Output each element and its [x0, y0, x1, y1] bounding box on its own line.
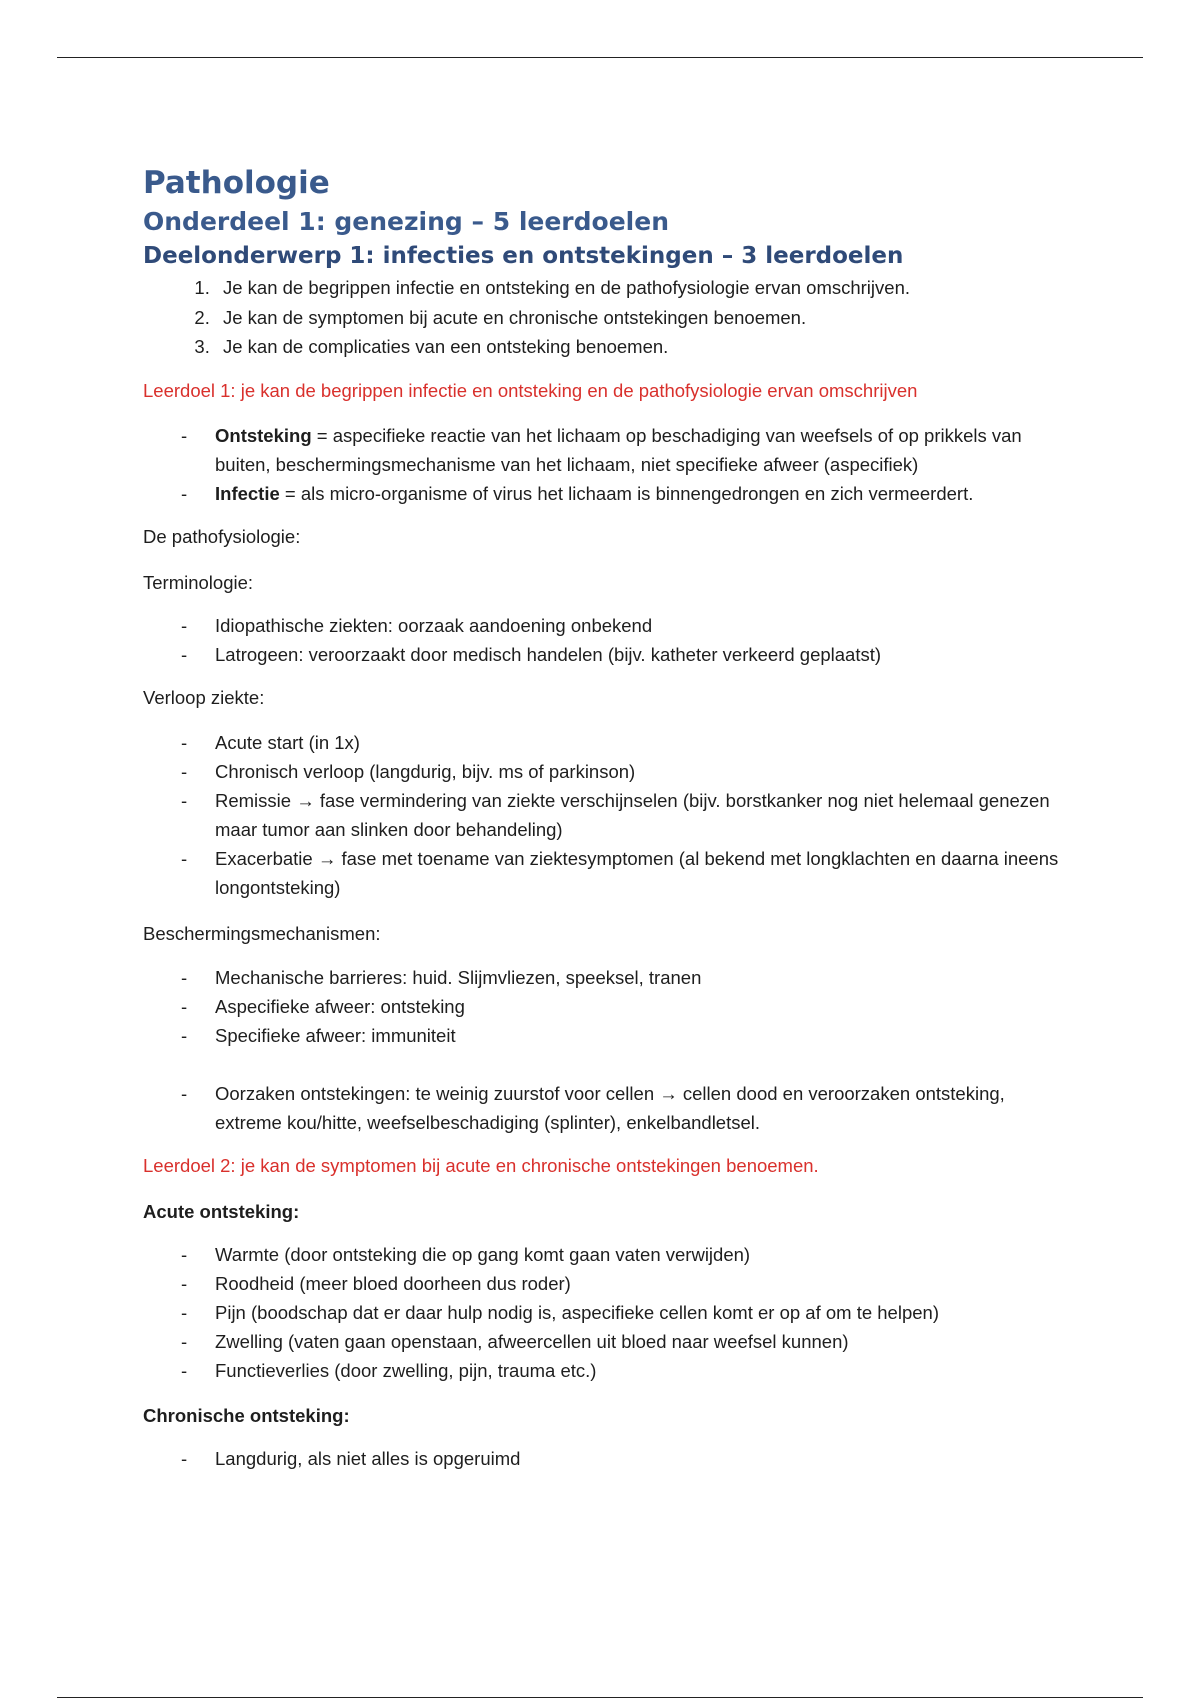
acute-list — [143, 1240, 1063, 1385]
chronisch-list — [143, 1444, 1063, 1473]
page-title: Pathologie — [143, 165, 330, 201]
list-item: - Idiopathische ziekten: oorzaak aandoening onbekend — [143, 611, 1063, 640]
term: Ontsteking — [215, 424, 312, 446]
subsection-heading: Deelonderwerp 1: infecties en ontstekingen – 3 leerdoelen — [143, 243, 904, 269]
verloop-list — [143, 728, 1063, 902]
definition: = als micro-organisme of virus het lichaam is binnengedrongen en zich vermeerdert. — [279, 482, 974, 504]
list-item: - Mechanische barrieres: huid. Slijmvliezen, speeksel, tranen — [143, 963, 1063, 992]
header-rule — [57, 57, 1143, 58]
section-heading: Onderdeel 1: genezing – 5 leerdoelen — [143, 207, 669, 236]
document-body — [143, 163, 1063, 1473]
footer-rule — [57, 1697, 1143, 1698]
bescherming-list — [143, 963, 1063, 1050]
acute-label: Acute ontsteking: — [143, 1200, 300, 1222]
list-item: - Specifieke afweer: immuniteit — [143, 1021, 1063, 1050]
list-item — [143, 421, 1063, 479]
list-item: - Warmte (door ontsteking die op gang komt gaan vaten verwijden) — [143, 1240, 1063, 1269]
definition: = aspecifieke reactie van het lichaam op beschadiging van weefsels of op prikkels van buiten, beschermingsmechanisme van het lichaam, niet specifieke afweer (aspecifiek) — [215, 424, 1022, 475]
list-item: - Functieverlies (door zwelling, pijn, trauma etc.) — [143, 1356, 1063, 1385]
list-item: - Langdurig, als niet alles is opgeruimd — [143, 1444, 1063, 1473]
bescherming-label: Beschermingsmechanismen: — [143, 922, 381, 944]
list-item — [143, 479, 1063, 508]
list-item: - Acute start (in 1x) — [143, 728, 1063, 757]
list-item: - Aspecifieke afweer: ontsteking — [143, 992, 1063, 1021]
list-item: - Chronisch verloop (langdurig, bijv. ms of parkinson) — [143, 757, 1063, 786]
definitions-list — [143, 421, 1063, 508]
oorzaken-list — [143, 1079, 1063, 1137]
list-item: 1. Je kan de begrippen infectie en ontsteking en de pathofysiologie ervan omschrijven. — [215, 273, 1063, 303]
verloop-label: Verloop ziekte: — [143, 686, 265, 708]
list-item: - Roodheid (meer bloed doorheen dus roder) — [143, 1269, 1063, 1298]
list-item: - Remissie → fase vermindering van ziekte verschijnselen (bijv. borstkanker nog niet helemaal genezen maar tumor aan slinken door behandeling) — [143, 786, 1063, 844]
list-item: - Pijn (boodschap dat er daar hulp nodig is, aspecifieke cellen komt er op af om te helpen) — [143, 1298, 1063, 1327]
list-item: - Oorzaken ontstekingen: te weinig zuurstof voor cellen → cellen dood en veroorzaken ontsteking, extreme kou/hitte, weefselbeschadiging (splinter), enkelbandletsel. — [143, 1079, 1063, 1137]
leerdoel1-heading: Leerdoel 1: je kan de begrippen infectie en ontsteking en de pathofysiologie ervan omschrijven — [143, 379, 918, 401]
terminologie-label: Terminologie: — [143, 571, 254, 593]
goals-list — [143, 273, 1063, 362]
list-item: 3. Je kan de complicaties van een ontsteking benoemen. — [215, 332, 1063, 362]
list-item: 2. Je kan de symptomen bij acute en chronische ontstekingen benoemen. — [215, 303, 1063, 333]
terminologie-list — [143, 611, 1063, 669]
chronisch-label: Chronische ontsteking: — [143, 1404, 350, 1426]
leerdoel2-heading: Leerdoel 2: je kan de symptomen bij acute en chronische ontstekingen benoemen. — [143, 1154, 819, 1176]
term: Infectie — [215, 482, 280, 504]
list-item: - Exacerbatie → fase met toename van ziektesymptomen (al bekend met longklachten en daarna ineens longontsteking) — [143, 844, 1063, 902]
list-item: - Zwelling (vaten gaan openstaan, afweercellen uit bloed naar weefsel kunnen) — [143, 1327, 1063, 1356]
pathofysiologie-label: De pathofysiologie: — [143, 525, 301, 547]
list-item: - Latrogeen: veroorzaakt door medisch handelen (bijv. katheter verkeerd geplaatst) — [143, 640, 1063, 669]
